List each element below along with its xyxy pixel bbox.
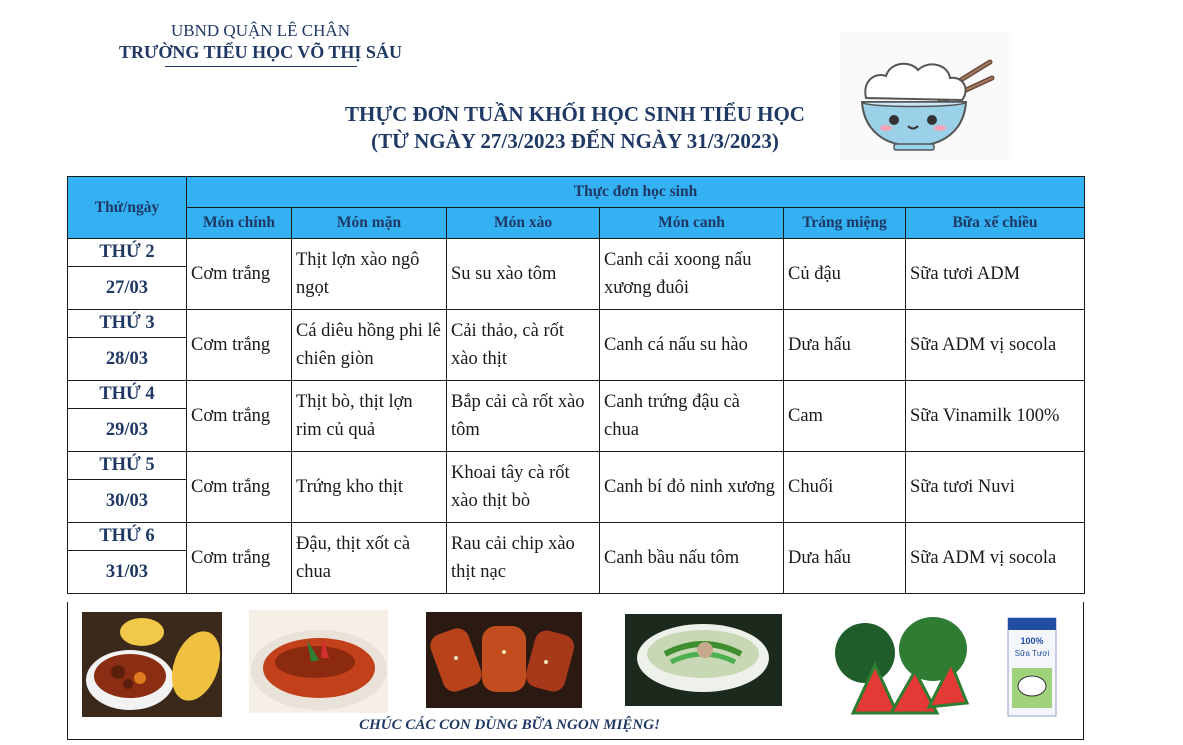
soup-dish: Canh cá nấu su hào [600,310,784,381]
column-header: Món canh [600,208,784,239]
table-row [68,523,1085,551]
table-row [68,239,1085,267]
main-dish: Cơm trắng [187,452,292,523]
date-label: 31/03 [68,551,187,594]
slogan-text: CHÚC CÁC CON DÙNG BỮA NGON MIỆNG! [359,717,660,733]
dessert: Chuối [784,452,906,523]
afternoon-snack: Sữa tươi ADM [906,239,1085,310]
afternoon-snack: Sữa ADM vị socola [906,310,1085,381]
milk-label-top: 100% [1020,636,1044,646]
main-dish: Cơm trắng [187,310,292,381]
column-header: Món chính [187,208,292,239]
milk-carton-image [1006,612,1058,718]
day-label: THỨ 2 [68,239,187,267]
soup-dish: Canh bầu nấu tôm [600,523,784,594]
dessert: Dưa hấu [784,310,906,381]
afternoon-snack: Sữa tươi Nuvi [906,452,1085,523]
day-label: THỨ 6 [68,523,187,551]
dessert: Củ đậu [784,239,906,310]
day-label: THỨ 3 [68,310,187,338]
table-row [68,310,1085,338]
menu-group-header: Thực đơn học sinh [187,177,1085,208]
beef-stew-bread-image [82,612,222,717]
date-label: 28/03 [68,338,187,381]
school-header [108,20,413,67]
day-label: THỨ 4 [68,381,187,409]
afternoon-snack: Sữa ADM vị socola [906,523,1085,594]
date-label: 29/03 [68,409,187,452]
salty-dish: Trứng kho thịt [292,452,447,523]
fried-pork-image [426,612,582,708]
date-label: 27/03 [68,267,187,310]
stirfry-dish: Rau cải chip xào thịt nạc [447,523,600,594]
afternoon-snack: Sữa Vinamilk 100% [906,381,1085,452]
soup-dish: Canh cải xoong nấu xương đuôi [600,239,784,310]
school-underline [165,66,357,67]
soup-dish: Canh bí đỏ ninh xương [600,452,784,523]
salty-dish: Thịt bò, thịt lợn rim củ quả [292,381,447,452]
footer-slogan [0,717,1183,734]
title-line-1: THỰC ĐƠN TUẦN KHỐI HỌC SINH TIỂU HỌC [345,102,805,126]
salty-dish: Đậu, thịt xốt cà chua [292,523,447,594]
salty-dish: Thịt lợn xào ngô ngọt [292,239,447,310]
menu-table [67,176,1085,594]
day-label: THỨ 5 [68,452,187,480]
column-header: Món mặn [292,208,447,239]
title-line-2: (TỪ NGÀY 27/3/2023 ĐẾN NGÀY 31/3/2023) [371,129,779,153]
main-dish: Cơm trắng [187,523,292,594]
stirfry-dish: Su su xào tôm [447,239,600,310]
soup-dish: Canh trứng đậu cà chua [600,381,784,452]
salty-dish: Cá diêu hồng phi lê chiên giòn [292,310,447,381]
stirfry-dish: Khoai tây cà rốt xào thịt bò [447,452,600,523]
column-header: Bữa xế chiều [906,208,1085,239]
milk-label: Sữa Tươi [1014,649,1050,658]
vegetable-soup-image [625,614,782,706]
main-dish: Cơm trắng [187,239,292,310]
table-row [68,381,1085,409]
braised-fish-image [249,610,388,713]
watermelon-image [833,615,969,715]
stirfry-dish: Cải thảo, cà rốt xào thịt [447,310,600,381]
org-name: UBND QUẬN LÊ CHÂN [171,21,350,40]
rice-bowl-image [840,32,1012,160]
school-name: TRƯỜNG TIỂU HỌC VÕ THỊ SÁU [119,42,402,62]
stirfry-dish: Bắp cải cà rốt xào tôm [447,381,600,452]
date-label: 30/03 [68,480,187,523]
menu-title [300,101,850,155]
dessert: Cam [784,381,906,452]
column-header: Món xào [447,208,600,239]
day-column-header: Thứ/ngày [68,177,187,239]
main-dish: Cơm trắng [187,381,292,452]
dessert: Dưa hấu [784,523,906,594]
table-row [68,452,1085,480]
column-header: Tráng miệng [784,208,906,239]
